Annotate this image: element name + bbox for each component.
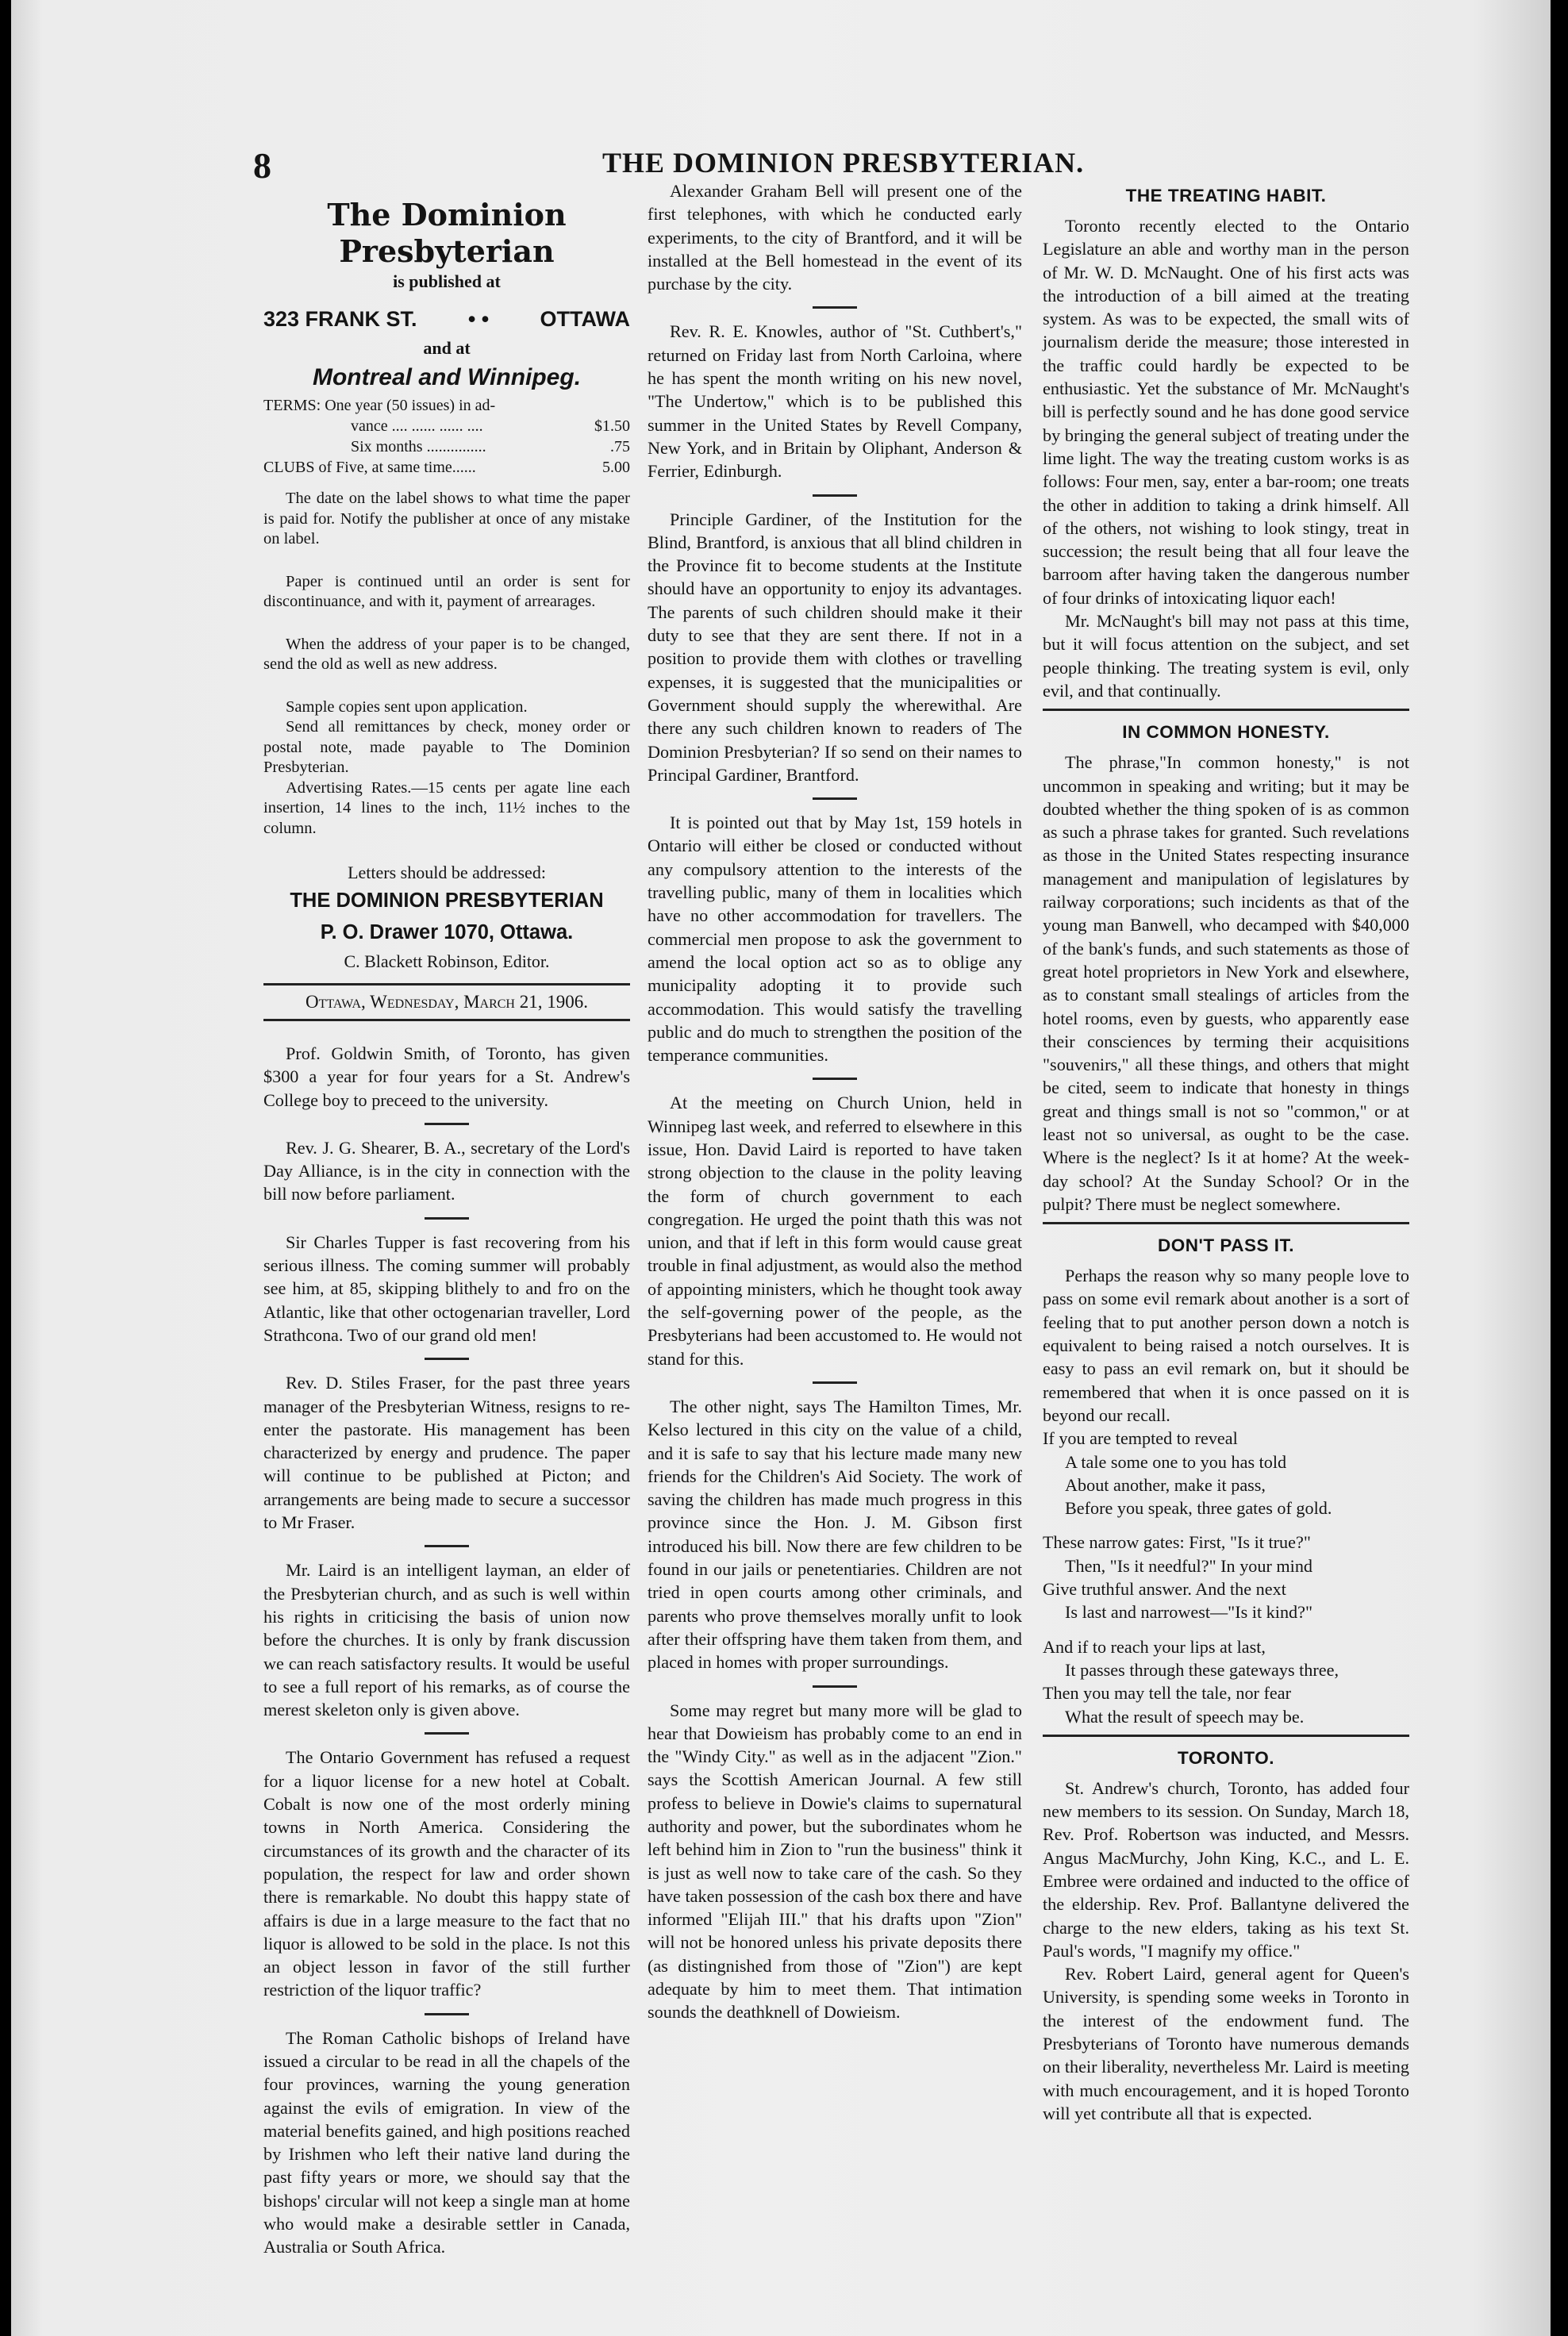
article-paragraph: Toronto recently elected to the Ontario Legislature an able and worthy man in the person of Mr. W. D. McNaught. One of his first acts was the introduction of a bill aimed at the treating system. As was to be expected, the small wits of journalism deride the measure; those interested in the traffic could hardly be expected to be enthusiastic. Yet the substance of Mr. McNaught's bill is perfectly sound and he has done good service by bringing the general subject of treating under the lime light. The way the treating custom works is as follows: Four men, say, enter a bar-room; one treats the other in addition to taking a drink himself. All of the others, not wishing to look stingy, treat in succession; the result being that all four leave the barroom after having taken the dangerous number of four drinks of intoxicating liquor each!	[1043, 216, 1409, 608]
editor-line: C. Blackett Robinson, Editor.	[344, 951, 550, 971]
article-paragraph: Prof. Goldwin Smith, of Toronto, has given $300 a year for four years for a St. Andrew's College boy to preceed to the university.	[263, 1043, 630, 1110]
separator	[425, 1732, 469, 1735]
terms-price: $1.50	[594, 417, 630, 435]
poem-line: And if to reach your lips at last,	[1043, 1636, 1266, 1657]
terms-line: CLUBS of Five, at same time......	[263, 459, 476, 476]
terms-line: TERMS: One year (50 issues) in ad-	[263, 397, 496, 414]
separator	[813, 1078, 857, 1080]
poem-line: About another, make it pass,	[1065, 1474, 1266, 1495]
notice-paragraph: Send all remittances by check, money order or postal note, made payable to The Dominion Presbyterian.	[263, 718, 630, 776]
poem-line: Is last and narrowest—"Is it kind?"	[1065, 1602, 1313, 1623]
separator	[813, 494, 857, 497]
separator	[425, 1358, 469, 1360]
poem-line: Before you speak, three gates of gold.	[1065, 1498, 1332, 1519]
article-paragraph: Perhaps the reason why so many people love to pass on some evil remark about another is a sort of feeling that to put another person down a notch is equivalent to being raised a notch ourselves. It is easy to pass an evil remark on, but it should be remembered that when it is once passed on it is beyond our recall.	[1043, 1266, 1409, 1425]
article-paragraph: Sir Charles Tupper is fast recovering from his serious illness. The coming summer will probably see him, at 85, skipping blithely to and fro on the Atlantic, like that other octogenarian traveller, Lord Strathcona. Two of our grand old men!	[263, 1231, 630, 1345]
article-paragraph: At the meeting on Church Union, held in Winnipeg last week, and referred to elsewhere in this issue, Hon. David Laird is reported to have taken strong objection to the clause in the polity leaving the form of church government to each congregation. He urged the point thath this was not union, and that if left in this form would cause great trouble in final adjustment, as would also the method of appointing ministers, which he thought took away the self-governing power of the people, as the Presbyterians had been accustomed to. He would not stand for this.	[648, 1093, 1022, 1369]
article-paragraph: Rev. Robert Laird, general agent for Queen's University, is spending some weeks in Toronto in the interest of the endowment fund. The Presbyterians of Toronto have numerous demands on their liberality, nevertheless Mr. Laird is meeting with much encouragement, and it is hoped Toronto will yet contribute all that is expected.	[1043, 1964, 1409, 2123]
notice-paragraph: Sample copies sent upon application.	[286, 697, 528, 716]
terms-price: 5.00	[602, 459, 630, 476]
column-middle	[648, 179, 1022, 2046]
poem-line: Give truthful answer. And the next	[1043, 1579, 1286, 1600]
section-heading-toronto: TORONTO.	[1178, 1747, 1274, 1768]
poem-line: A tale some one to you has told	[1065, 1451, 1287, 1472]
terms-price-row	[263, 457, 630, 478]
separator	[813, 1381, 857, 1384]
poem-line: It passes through these gateways three,	[1065, 1659, 1339, 1680]
letters-address-note: Letters should be addressed:	[348, 863, 546, 882]
masthead-published-at: is published at	[393, 271, 501, 291]
article-paragraph: Mr. McNaught's bill may not pass at this time, but it will focus attention on the subject, and set people thinking. The treating system is evil, only evil, and that continually.	[1043, 611, 1409, 701]
section-heading-treating: THE TREATING HABIT.	[1125, 186, 1327, 206]
article-paragraph: The other night, says The Hamilton Times, Mr. Kelso lectured in this city on the value of a child, and it is safe to say that his lecture made many new friends for the Children's Aid Society. The work of saving the children has made much progress in this province since the Hon. J. M. Gibson first introduced his bill. Now there are few children to be found in our jails or penetentiaries. Children are not tried in open courts among other criminals, and parents who prove themselves morally unfit to look after their offspring have them taken from them, and placed in homes with proper surroundings.	[648, 1396, 1022, 1673]
poem-line: These narrow gates: First, "Is it true?"	[1043, 1532, 1311, 1553]
article-paragraph: The Roman Catholic bishops of Ireland have issued a circular to be read in all the chapels of the four provinces, warning the young generation against the evils of emigration. In view of the material benefits gained, and high positions reached by Irishmen who left their native land during the past fifty years or more, we should say that the bishops' circular will not keep a single man at home who would make a desirable settler in Canada, Australia or South Africa.	[263, 2027, 630, 2257]
poem-stanza	[1043, 1427, 1409, 1520]
column-left	[263, 179, 630, 2281]
article-paragraph: The Ontario Government has refused a request for a liquor license for a new hotel at Cobalt. Cobalt is now one of the most orderly mining towns in North America. Considering the circumstances of its growth and the character of its population, the respect for law and order shown there is remarkable. No doubt this happy state of affairs is due in a large measure to the fact that no liquor is allowed to be sold in the place. Is not this an object lesson in favor of the still further restriction of the liquor traffic?	[263, 1747, 630, 2000]
terms-line: vance .... ...... ...... ....	[351, 417, 483, 435]
masthead-title: The Dominion Presbyterian	[327, 197, 567, 269]
terms-line: Six months ...............	[351, 438, 486, 455]
running-title: THE DOMINION PRESBYTERIAN.	[602, 147, 1085, 179]
article-paragraph: Mr. Laird is an intelligent layman, an elder of the Presbyterian church, and as such is well within his rights in criticising the basis of union now before the churches. It is only by frank discussion we can reach satisfactory results. It would be useful to see a full report of his remarks, as of course the merest skeleton only is given above.	[263, 1560, 630, 1720]
dateline: Ottawa, Wednesday, March 21, 1906.	[263, 983, 630, 1021]
subscription-terms	[263, 395, 630, 478]
address-box: P. O. Drawer 1070, Ottawa.	[320, 921, 574, 943]
section-rule	[1043, 709, 1409, 711]
separator	[425, 2013, 469, 2015]
address-city: OTTAWA	[540, 307, 630, 331]
notice-paragraph: Advertising Rates.—15 cents per agate line each insertion, 14 lines to the inch, 11½ inches to the column.	[263, 778, 630, 837]
address-dots: • •	[467, 307, 490, 331]
address-name: THE DOMINION PRESBYTERIAN	[290, 889, 604, 912]
poem-line: If you are tempted to reveal	[1043, 1428, 1238, 1449]
poem-line: Then you may tell the tale, nor fear	[1043, 1683, 1291, 1704]
terms-price-row	[263, 436, 630, 457]
section-rule	[1043, 1735, 1409, 1737]
terms-price-row	[263, 416, 630, 436]
page-number: 8	[253, 145, 271, 186]
poem-line: Then, "Is it needful?" In your mind	[1065, 1555, 1313, 1576]
article-paragraph: St. Andrew's church, Toronto, has added four new members to its session. On Sunday, March 18, Rev. Prof. Robertson was inducted, and Messrs. Angus MacMurchy, John King, K.C., and L. E. Embree were ordained and inducted to the office of the eldership. Rev. Prof. Ballantyne delivered the charge to the new elders, taking as his text St. Paul's words, "I magnify my office."	[1043, 1777, 1409, 1961]
section-heading-dont-pass: DON'T PASS IT.	[1158, 1235, 1294, 1256]
notice-paragraph: Paper is continued until an order is sent for discontinuance, and with it, payment of arrearages.	[263, 572, 630, 610]
address-street: 323 FRANK ST.	[263, 307, 417, 331]
separator	[813, 306, 857, 309]
section-rule	[1043, 1222, 1409, 1224]
poem-stanza	[1043, 1635, 1409, 1728]
poem-stanza	[1043, 1531, 1409, 1623]
terms-price: .75	[610, 438, 630, 455]
separator	[813, 797, 857, 800]
article-paragraph: Rev. J. G. Shearer, B. A., secretary of the Lord's Day Alliance, is in the city in connection with the bill now before parliament.	[263, 1137, 630, 1204]
separator	[813, 1685, 857, 1688]
newspaper-page	[11, 0, 1551, 2336]
article-paragraph: Rev. R. E. Knowles, author of "St. Cuthbert's," returned on Friday last from North Carloina, where he has spent the month writing on his new novel, "The Undertow," which is to be published this summer in the United States by Revell Company, New York, and in Britain by Oliphant, Anderson & Ferrier, Edinburgh.	[648, 321, 1022, 482]
masthead-address	[263, 302, 630, 336]
notice-paragraph: When the address of your paper is to be changed, send the old as well as new address.	[263, 635, 630, 673]
article-paragraph: Alexander Graham Bell will present one of the first telephones, with which he conducted early experiments, to the city of Brantford, and it will be installed at the Bell homestead in the event of its purchase by the city.	[648, 181, 1022, 294]
separator	[425, 1123, 469, 1125]
section-heading-honesty: IN COMMON HONESTY.	[1122, 722, 1330, 743]
notice-paragraph: The date on the label shows to what time the paper is paid for. Notify the publisher at once of any mistake on label.	[263, 490, 630, 548]
separator	[425, 1545, 469, 1547]
masthead-and-at: and at	[423, 338, 471, 358]
column-right	[1043, 179, 1409, 2125]
article-paragraph: It is pointed out that by May 1st, 159 hotels in Ontario will either be closed or conducted without any compulsory attention to the interests of the travelling public, many of them in localities which have no other accommodation for travellers. The commercial men propose to ask the government to amend the local option act so as to oblige any municipality adopting it to provide such accommodation. This would satisfy the travelling public and do much to strengthen the position of the temperance communities.	[648, 813, 1022, 1066]
article-paragraph: The phrase,"In common honesty," is not uncommon in speaking and writing; but it may be doubted whether the thing spoken of is as common as such a phrase takes for granted. Such revelations as those in the United States respecting insurance management and manipulation of legislatures by railway corporations; such incidents as that of the young man Banwell, who decamped with $40,000 of the bank's funds, and such statements as those of great hotel proprietors in New York and elsewhere, as to constant small stealings of articles from the hotel rooms, even by guests, who apparently ease their consciences by terming their acquisitions "souvenirs," all these things, and others that might be cited, seem to indicate that honesty in things great and things small is not so "common," or at least not so universal, as ought to be the case. Where is the neglect? Is it at home? At the week-day school? At the Sunday School? Or in the pulpit? There must be neglect somewhere.	[1043, 752, 1409, 1214]
article-paragraph: Principle Gardiner, of the Institution for the Blind, Brantford, is anxious that all blind children in the Province fit to become students at the Institute should have an opportunity to enjoy its advantages. The parents of such children should make it their duty to see that they are sent there. If not in a position to provide them with clothes or travelling expenses, it is suggested that the municipalities or Government should supply the wherewithal. Are there any such children known to readers of The Dominion Presbyterian? If so send on their names to Principal Gardiner, Brantford.	[648, 509, 1022, 785]
masthead-other-cities: Montreal and Winnipeg.	[312, 364, 582, 390]
separator	[425, 1217, 469, 1220]
article-paragraph: Rev. D. Stiles Fraser, for the past three years manager of the Presbyterian Witness, resigns to re-enter the pastorate. His management has been characterized by energy and prudence. The paper will continue to be published at Picton; and arrangements are being made to secure a successor to Mr Fraser.	[263, 1373, 630, 1533]
poem-line: What the result of speech may be.	[1065, 1706, 1305, 1727]
article-paragraph: Some may regret but many more will be glad to hear that Dowieism has probably come to an end in the "Windy City." as well as in the adjacent "Zion." says the Scottish American Journal. A few still profess to believe in Dowie's claims to supernatural authority and power, but the subordinates whom he left behind him in Zion to "run the business" think it is just as well now to take care of the cash. So they have taken possession of the cash box there and have informed "Elijah III." that his drafts upon "Zion" will not be honored unless his private deposits there (as distingnished from those of "Zion") are kept adequate by him to meet them. That intimation sounds the deathknell of Dowieism.	[648, 1700, 1022, 2023]
